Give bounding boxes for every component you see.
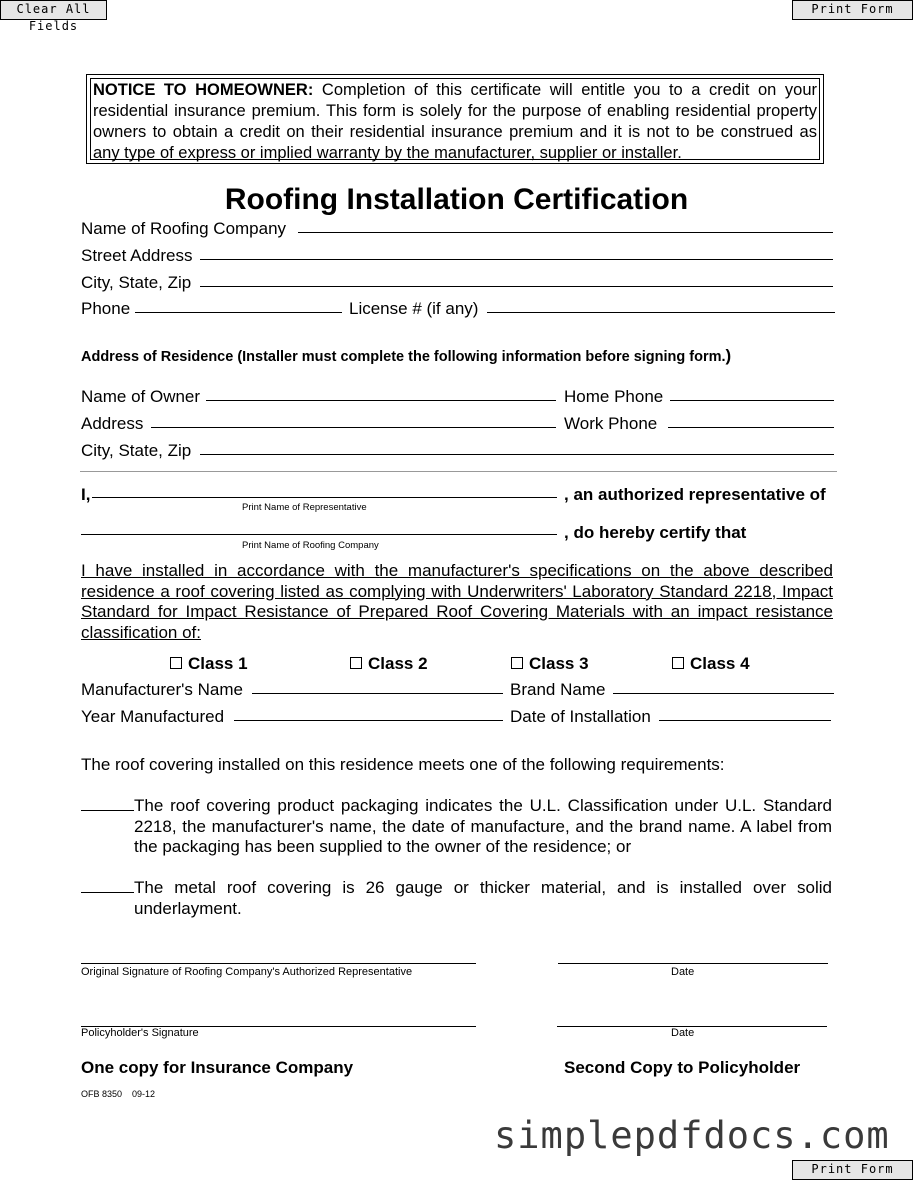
requirements-intro: The roof covering installed on this residence meets one of the following requirements:: [81, 755, 725, 774]
residence-heading-text: Address of Residence (Installer must complete the following information before signing form.: [81, 349, 726, 365]
phone-label: Phone: [81, 299, 131, 318]
manufacturer-name-label: Manufacturer's Name: [81, 680, 243, 699]
clear-all-fields-button[interactable]: Clear All Fields: [0, 0, 107, 20]
roofing-company-label: Name of Roofing Company: [81, 219, 287, 238]
license-field[interactable]: [487, 312, 835, 313]
class-2-label: Class 2: [368, 654, 428, 673]
class-4-label: Class 4: [690, 654, 750, 673]
class-3-label: Class 3: [529, 654, 589, 673]
representative-date-caption: Date: [671, 966, 695, 978]
certify-text: , do hereby certify that: [564, 523, 747, 542]
installation-date-field[interactable]: [659, 720, 831, 721]
form-number: OFB 8350 09-12: [81, 1089, 156, 1099]
company-city-label: City, State, Zip: [81, 273, 192, 292]
policyholder-copy-note: Second Copy to Policyholder: [564, 1058, 801, 1077]
representative-date-field[interactable]: [558, 963, 828, 964]
notice-body: Completion of this certificate will entitle you to a credit on your residential insurance premium. This form is solely for the purpose of enabling residential property owners to obtain a credit on their residential insurance premium and it is not to be construed as any type of express or implied warranty by the manufacturer, supplier or installer.: [93, 81, 817, 162]
page-title: Roofing Installation Certification: [224, 183, 689, 216]
representative-name-field[interactable]: [92, 497, 557, 498]
class-1-checkbox[interactable]: [170, 654, 248, 674]
year-manufactured-field[interactable]: [234, 720, 503, 721]
requirement-option-1: The roof covering product packaging indicates the U.L. Classification under U.L. Standard 2218, the manufacturer's name, the date of manufacture, and the brand name. A label from the packaging has been supplied to the owner of the residence; or: [134, 796, 832, 856]
residence-city-label: City, State, Zip: [81, 441, 192, 460]
work-phone-field[interactable]: [668, 427, 834, 428]
representative-signature-caption: Original Signature of Roofing Company's Authorized Representative: [81, 966, 413, 978]
home-phone-label: Home Phone: [564, 387, 664, 406]
i-label: I,: [81, 485, 91, 504]
authorized-rep-text: , an authorized representative of: [564, 485, 826, 504]
brand-name-label: Brand Name: [510, 680, 606, 699]
class-2-checkbox[interactable]: [350, 654, 428, 674]
requirement-option-2: The metal roof covering is 26 gauge or thicker material, and is installed over solid underlayment.: [134, 878, 832, 918]
street-address-label: Street Address: [81, 246, 193, 265]
installation-date-label: Date of Installation: [510, 707, 651, 726]
class-3-box[interactable]: [511, 657, 523, 669]
roofing-company-field[interactable]: [298, 232, 833, 233]
class-4-checkbox[interactable]: [672, 654, 750, 674]
roofing-company-name-field[interactable]: [81, 534, 557, 535]
print-form-button-bottom[interactable]: Print Form: [792, 1160, 913, 1180]
class-3-checkbox[interactable]: [511, 654, 589, 674]
manufacturer-name-field[interactable]: [252, 693, 503, 694]
notice-heading: NOTICE TO HOMEOWNER:: [93, 81, 314, 99]
section-divider: [80, 471, 837, 472]
phone-field[interactable]: [135, 312, 342, 313]
residence-city-field[interactable]: [200, 454, 834, 455]
brand-name-field[interactable]: [613, 693, 834, 694]
owner-name-label: Name of Owner: [81, 387, 201, 406]
notice-box: [90, 78, 820, 160]
option-1-initial-field[interactable]: [81, 810, 134, 811]
residence-heading: [81, 346, 731, 367]
residence-address-field[interactable]: [151, 427, 556, 428]
watermark: simplepdfdocs.com: [494, 1114, 890, 1157]
year-manufactured-label: Year Manufactured: [81, 707, 225, 726]
class-2-box[interactable]: [350, 657, 362, 669]
work-phone-label: Work Phone: [564, 414, 658, 433]
insurance-copy-note: One copy for Insurance Company: [81, 1058, 354, 1077]
home-phone-field[interactable]: [670, 400, 834, 401]
residence-heading-paren: ): [725, 346, 732, 365]
owner-name-field[interactable]: [206, 400, 556, 401]
option-2-initial-field[interactable]: [81, 892, 134, 893]
representative-signature-field[interactable]: [81, 963, 476, 964]
class-1-label: Class 1: [188, 654, 248, 673]
class-1-box[interactable]: [170, 657, 182, 669]
residence-address-label: Address: [81, 414, 144, 433]
certification-statement: I have installed in accordance with the manufacturer's specifications on the above described residence a roof covering listed as complying with Underwriters' Laboratory Standard 2218, Impact Standard for Impact Resistance of Prepared Roof Covering Materials with an impact resistance classification of:: [81, 561, 833, 642]
policyholder-date-caption: Date: [671, 1027, 695, 1039]
street-address-field[interactable]: [200, 259, 833, 260]
company-city-field[interactable]: [200, 286, 833, 287]
roofing-company-name-caption: Print Name of Roofing Company: [242, 540, 379, 551]
license-label: License # (if any): [349, 299, 479, 318]
print-form-button-top[interactable]: Print Form: [792, 0, 913, 20]
representative-name-caption: Print Name of Representative: [242, 502, 367, 513]
policyholder-signature-caption: Policyholder's Signature: [81, 1027, 199, 1039]
class-4-box[interactable]: [672, 657, 684, 669]
